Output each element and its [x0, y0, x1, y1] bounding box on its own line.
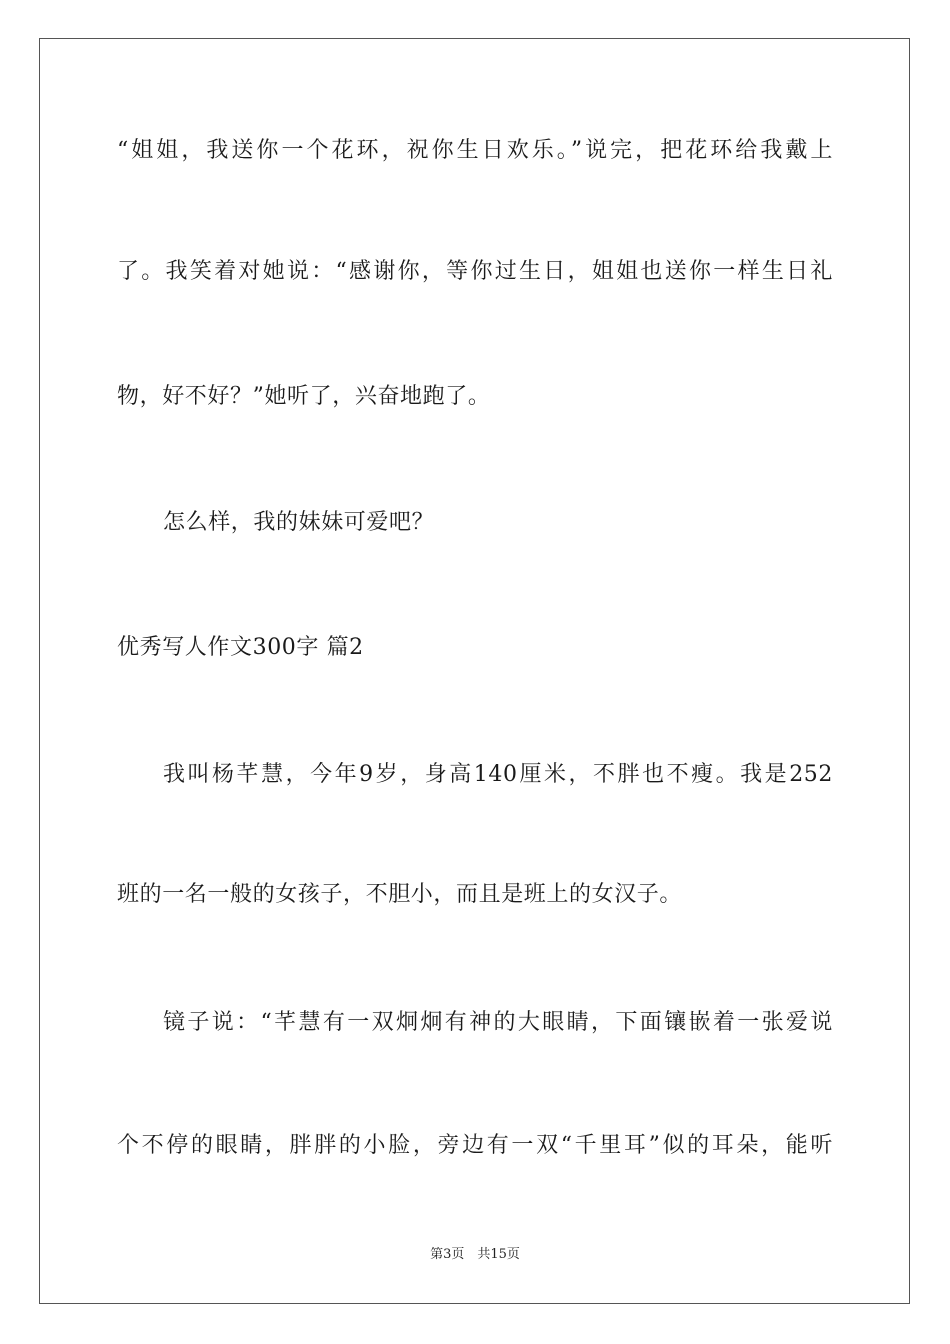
paragraph-line-3: 物，好不好？”她听了，兴奋地跑了。 — [117, 384, 491, 409]
paragraph-line-5: 我叫杨芊慧，今年9岁，身高140厘米，不胖也不瘦。我是252 — [163, 762, 833, 787]
paragraph-line-6: 班的一名一般的女孩子，不胆小，而且是班上的女汉子。 — [117, 882, 683, 907]
paragraph-line-7: 镜子说：“芊慧有一双炯炯有神的大眼睛，下面镶嵌着一张爱说 — [163, 1010, 833, 1035]
paragraph-line-2: 了。我笑着对她说：“感谢你，等你过生日，姐姐也送你一样生日礼 — [117, 259, 833, 284]
paragraph-line-8: 个不停的眼睛，胖胖的小脸，旁边有一双“千里耳”似的耳朵，能听 — [117, 1133, 833, 1158]
section-heading: 优秀写人作文300字 篇2 — [117, 635, 364, 660]
page-border — [39, 38, 910, 1304]
page-number-footer: 第3页 共15页 — [430, 1247, 520, 1262]
paragraph-line-1: “姐姐，我送你一个花环，祝你生日欢乐。”说完，把花环给我戴上 — [117, 138, 833, 163]
paragraph-line-4: 怎么样，我的妹妹可爱吧？ — [163, 510, 435, 535]
